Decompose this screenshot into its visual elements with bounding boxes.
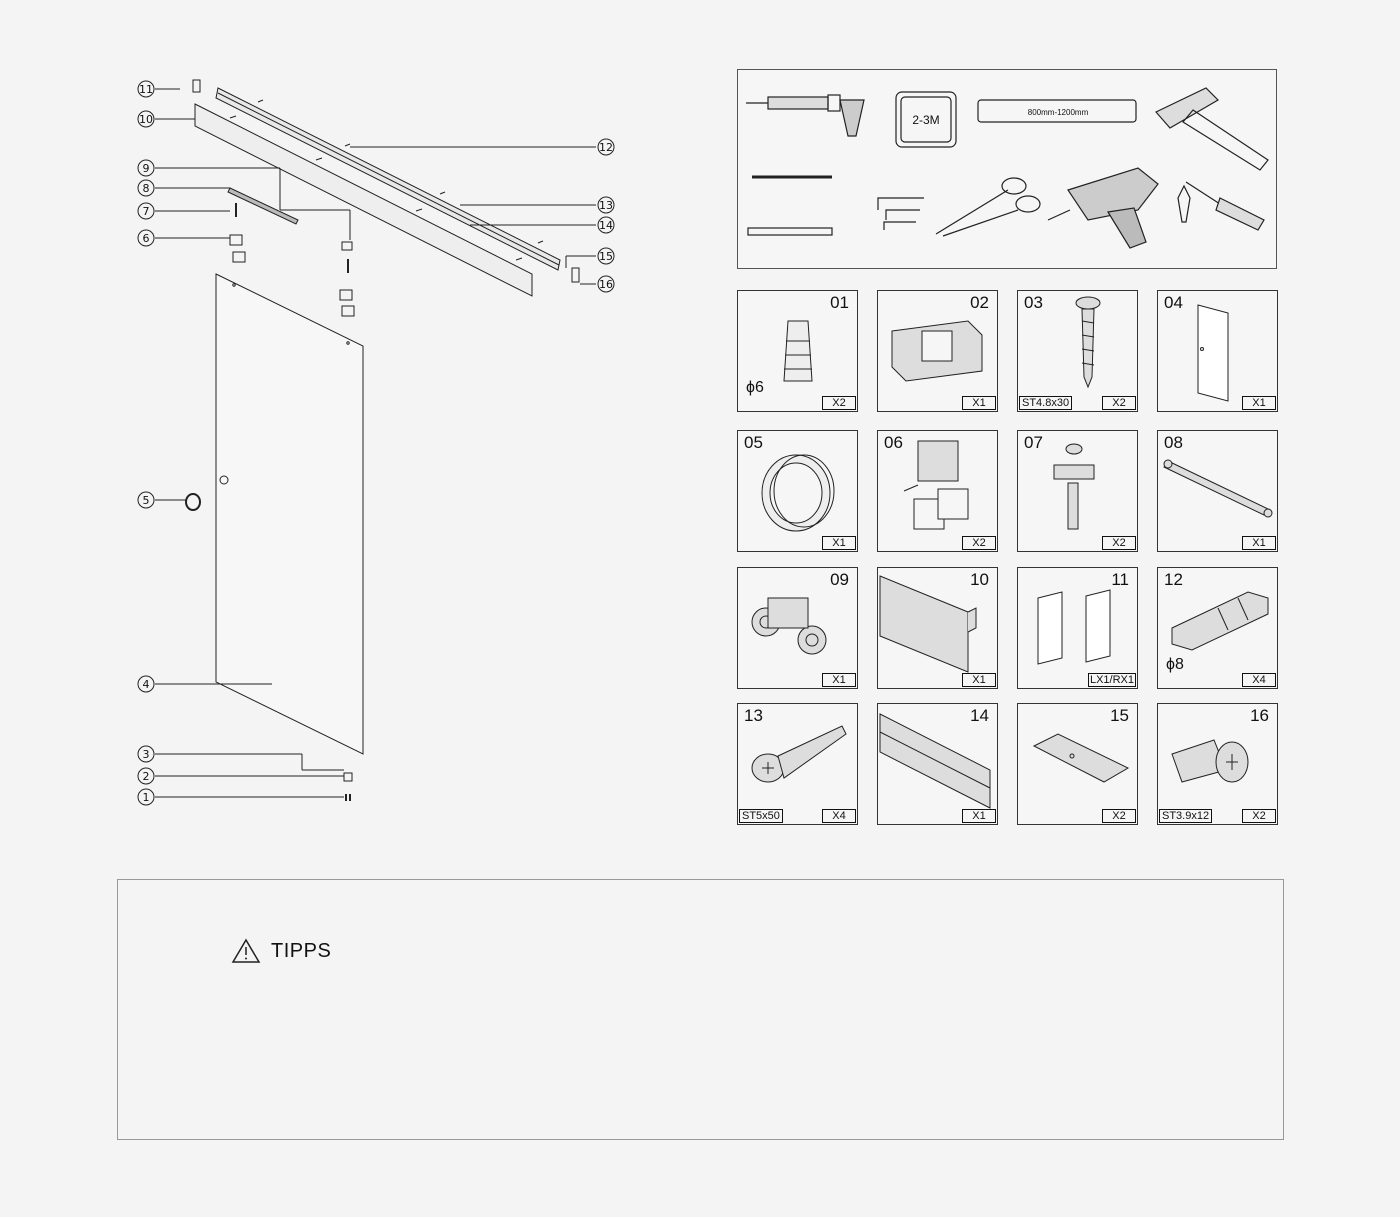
part-number: 03 <box>1024 293 1043 312</box>
callout-7 <box>138 203 154 219</box>
part-quantity: X4 <box>1242 673 1276 687</box>
part-04 <box>1157 290 1278 412</box>
part-quantity: X1 <box>962 809 996 823</box>
part-number: 11 <box>1111 570 1129 589</box>
svg-text:3: 3 <box>142 748 150 761</box>
callout-6 <box>138 230 154 246</box>
part-quantity: X2 <box>822 396 856 410</box>
svg-text:5: 5 <box>142 494 150 507</box>
part-number: 07 <box>1024 433 1043 452</box>
svg-text:14: 14 <box>599 219 613 232</box>
part-12 <box>1157 567 1278 689</box>
part-11 <box>1017 567 1138 689</box>
part-number: 02 <box>970 293 989 312</box>
pencil-icon <box>748 228 832 235</box>
part-10 <box>877 567 998 689</box>
spirit-level-icon <box>978 100 1136 122</box>
screwdriver-icon <box>1178 182 1264 230</box>
callout-9 <box>138 160 154 176</box>
part-number: 10 <box>970 570 989 589</box>
part-spec: ST4.8x30 <box>1019 396 1072 410</box>
part-number: 05 <box>744 433 763 452</box>
part-02 <box>877 290 998 412</box>
callout-13 <box>598 197 614 213</box>
caulking-gun-icon <box>746 95 864 136</box>
svg-text:9: 9 <box>142 162 150 175</box>
callout-15 <box>598 248 614 264</box>
part-number: 13 <box>744 706 763 725</box>
svg-text:15: 15 <box>599 250 613 263</box>
svg-text:2: 2 <box>142 770 150 783</box>
part-06 <box>877 430 998 552</box>
part-14 <box>877 703 998 825</box>
callout-12 <box>598 139 614 155</box>
svg-text:1: 1 <box>142 791 150 804</box>
part-01 <box>737 290 858 412</box>
part-03 <box>1017 290 1138 412</box>
part-quantity: X1 <box>962 396 996 410</box>
part-05 <box>737 430 858 552</box>
part-quantity: X1 <box>1242 536 1276 550</box>
part-number: 09 <box>830 570 849 589</box>
callout-5 <box>138 492 154 508</box>
part-number: 08 <box>1164 433 1183 452</box>
part-number: 16 <box>1250 706 1269 725</box>
part-number: 01 <box>830 293 849 312</box>
part-diameter: ϕ8 <box>1166 656 1184 673</box>
callout-14 <box>598 217 614 233</box>
part-quantity: X1 <box>822 536 856 550</box>
callout-16 <box>598 276 614 292</box>
part-quantity: X2 <box>1102 809 1136 823</box>
part-16 <box>1157 703 1278 825</box>
svg-text:6: 6 <box>142 232 150 245</box>
svg-text:800mm-1200mm: 800mm-1200mm <box>1027 108 1089 117</box>
part-quantity: X2 <box>1102 396 1136 410</box>
part-quantity: X1 <box>962 673 996 687</box>
svg-text:12: 12 <box>599 141 613 154</box>
callout-4 <box>138 676 154 692</box>
tape-measure-icon <box>896 92 956 147</box>
callout-1 <box>138 789 154 805</box>
part-13 <box>737 703 858 825</box>
svg-text:10: 10 <box>139 113 153 126</box>
svg-text:7: 7 <box>142 205 150 218</box>
tips-box <box>117 879 1284 1140</box>
hammer-icon <box>1156 88 1268 170</box>
scissors-icon <box>936 178 1040 236</box>
part-diameter: ϕ6 <box>746 379 764 396</box>
power-drill-icon <box>1048 168 1158 248</box>
part-number: 12 <box>1164 570 1183 589</box>
part-quantity: X2 <box>1102 536 1136 550</box>
part-quantity: X4 <box>822 809 856 823</box>
svg-text:4: 4 <box>142 678 150 691</box>
svg-text:2-3M: 2-3M <box>912 113 940 127</box>
exploded-assembly-diagram <box>120 60 640 830</box>
svg-text:11: 11 <box>139 83 153 96</box>
part-number: 15 <box>1110 706 1129 725</box>
tips-title: TIPPS <box>271 939 332 962</box>
callout-2 <box>138 768 154 784</box>
tools-panel <box>737 69 1277 269</box>
callout-11 <box>138 81 154 97</box>
svg-text:13: 13 <box>599 199 613 212</box>
callout-3 <box>138 746 154 762</box>
part-quantity: X2 <box>1242 809 1276 823</box>
svg-text:16: 16 <box>599 278 613 291</box>
part-spec: ST5x50 <box>739 809 783 823</box>
part-quantity: X2 <box>962 536 996 550</box>
allen-key-icon <box>878 198 924 230</box>
part-08 <box>1157 430 1278 552</box>
part-15 <box>1017 703 1138 825</box>
part-spec: ST3.9x12 <box>1159 809 1212 823</box>
part-07 <box>1017 430 1138 552</box>
part-number: 14 <box>970 706 989 725</box>
part-quantity: X1 <box>1242 396 1276 410</box>
callout-8 <box>138 180 154 196</box>
warning-icon <box>231 938 261 964</box>
callout-10 <box>138 111 154 127</box>
part-09 <box>737 567 858 689</box>
part-number: 04 <box>1164 293 1183 312</box>
part-number: 06 <box>884 433 903 452</box>
svg-text:8: 8 <box>142 182 150 195</box>
part-quantity: X1 <box>822 673 856 687</box>
part-quantity: LX1/RX1 <box>1089 674 1134 686</box>
